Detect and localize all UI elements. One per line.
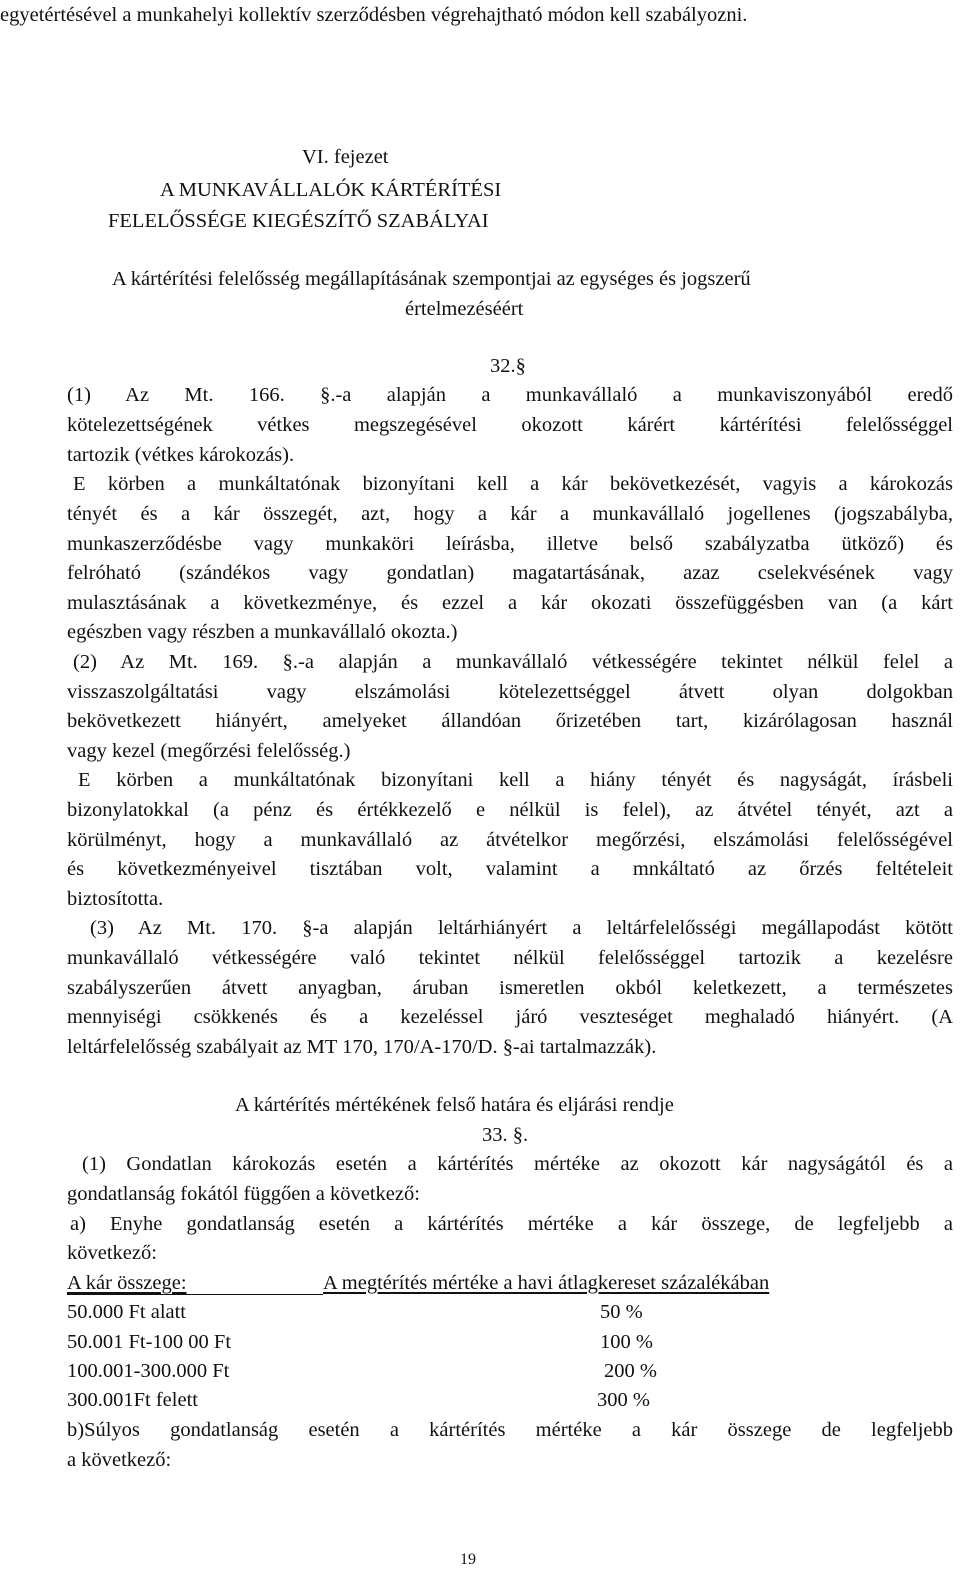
table-row-1-amount: 50.000 Ft alatt <box>67 1301 187 1323</box>
s32-p2-line-2: tényét és a kár összegét, azt, hogy a kár a munkavállaló jogellenes (jogszabályba, <box>67 503 953 525</box>
subheading-line-1: A kártérítési felelősség megállapításának szempontjai az egységes és jogszerű <box>112 268 751 290</box>
subheading-2: A kártérítés mértékének felső határa és eljárási rendje <box>235 1094 674 1116</box>
s32-p3-line-1: (2) Az Mt. 169. §.-a alapján a munkavállaló vétkességére tekintet nélkül felel a <box>73 651 953 673</box>
table-header-amount: A kár összege: <box>67 1272 187 1294</box>
s32-p5-line-2: munkavállaló vétkességére való tekintet nélkül felelősséggel tartozik a kezelésre <box>67 947 953 969</box>
s32-p4-line-5: biztosította. <box>67 888 164 910</box>
chapter-title-line-2: FELELŐSSÉGE KIEGÉSZÍTŐ SZABÁLYAI <box>108 210 489 232</box>
chapter-number: VI. fejezet <box>302 146 389 168</box>
s32-p2-line-3: munkaszerződésbe vagy munkaköri leírásba, illetve belső szabályzatba ütköző) és <box>67 533 953 555</box>
s32-p3-line-4: vagy kezel (megőrzési felelősség.) <box>67 740 351 762</box>
table-row-4-rate: 300 % <box>597 1389 650 1411</box>
table-row-2-rate: 100 % <box>600 1331 653 1353</box>
s32-p3-line-2: visszaszolgáltatási vagy elszámolási kötelezettséggel átvett olyan dolgokban <box>67 681 953 703</box>
table-row-2-amount: 50.001 Ft-100 00 Ft <box>67 1331 232 1353</box>
s32-p4-line-2: bizonylatokkal (a pénz és értékkezelő e nélkül is felel), az átvétel tényét, azt a <box>67 799 953 821</box>
s32-p2-line-6: egészben vagy részben a munkavállaló okozta.) <box>67 621 458 643</box>
table-row-3-rate: 200 % <box>604 1360 657 1382</box>
s33-b-line-1: b)Súlyos gondatlanság esetén a kártérítés mértéke a kár összege de legfeljebb <box>67 1419 953 1441</box>
s33-p1-line-1: (1) Gondatlan károkozás esetén a kártérítés mértéke az okozott kár nagyságától és a <box>82 1153 953 1175</box>
s32-p2-line-1: E körben a munkáltatónak bizonyítani kell a kár bekövetkezését, vagyis a károkozás <box>73 473 953 495</box>
top-line: egyetértésével a munkahelyi kollektív szerződésben végrehajtható módon kell szabályozni. <box>0 4 748 26</box>
table-row-3-amount: 100.001-300.000 Ft <box>67 1360 230 1382</box>
s33-a-line-2: következő: <box>67 1242 157 1264</box>
table-header-underline-gap <box>67 1294 323 1295</box>
table-row-1-rate: 50 % <box>600 1301 643 1323</box>
s33-a-line-1: a) Enyhe gondatlanság esetén a kártérítés mértéke a kár összege, de legfeljebb a <box>70 1213 953 1235</box>
chapter-title-line-1: A MUNKAVÁLLALÓK KÁRTÉRÍTÉSI <box>160 179 502 201</box>
s32-p4-line-4: és következményeivel tisztában volt, valamint a mnkáltató az őrzés feltételeit <box>67 858 953 880</box>
section-32-label: 32.§ <box>490 355 526 377</box>
s32-p5-line-1: (3) Az Mt. 170. §-a alapján leltárhiányért a leltárfelelősségi megállapodást kötött <box>90 917 953 939</box>
section-33-label: 33. §. <box>482 1124 529 1146</box>
s32-p1-line-1: (1) Az Mt. 166. §.-a alapján a munkavállaló a munkaviszonyából eredő <box>67 384 953 406</box>
table-header-rate: A megtérítés mértéke a havi átlagkereset százalékában <box>323 1272 770 1294</box>
s32-p5-line-5: leltárfelelősség szabályait az MT 170, 170/A-170/D. §-ai tartalmazzák). <box>67 1036 657 1058</box>
s33-b-line-2: a következő: <box>67 1449 172 1471</box>
page-number: 19 <box>460 1551 476 1568</box>
s32-p1-line-2: kötelezettségének vétkes megszegésével okozott kárért kártérítési felelősséggel <box>67 414 953 436</box>
s32-p4-line-1: E körben a munkáltatónak bizonyítani kell a hiány tényét és nagyságát, írásbeli <box>78 769 953 791</box>
s32-p3-line-3: bekövetkezett hiányért, amelyeket állandóan őrizetében tart, kizárólagosan használ <box>67 710 953 732</box>
table-row-4-amount: 300.001Ft felett <box>67 1389 198 1411</box>
s32-p2-line-4: felróható (szándékos vagy gondatlan) magatartásának, azaz cselekvésének vagy <box>67 562 953 584</box>
s33-p1-line-2: gondatlanság fokától függően a következő: <box>67 1183 420 1205</box>
s32-p2-line-5: mulasztásának a következménye, és ezzel a kár okozati összefüggésben van (a kárt <box>67 592 953 614</box>
s32-p5-line-4: mennyiségi csökkenés és a kezeléssel járó veszteséget meghaladó hiányért. (A <box>67 1006 953 1028</box>
s32-p5-line-3: szabályszerűen átvett anyagban, áruban ismeretlen okból keletkezett, a természetes <box>67 977 953 999</box>
subheading-line-2: értelmezéséért <box>405 298 524 320</box>
s32-p4-line-3: körülményt, hogy a munkavállaló az átvételkor megőrzési, elszámolási felelősségével <box>67 829 953 851</box>
s32-p1-line-3: tartozik (vétkes károkozás). <box>67 444 295 466</box>
